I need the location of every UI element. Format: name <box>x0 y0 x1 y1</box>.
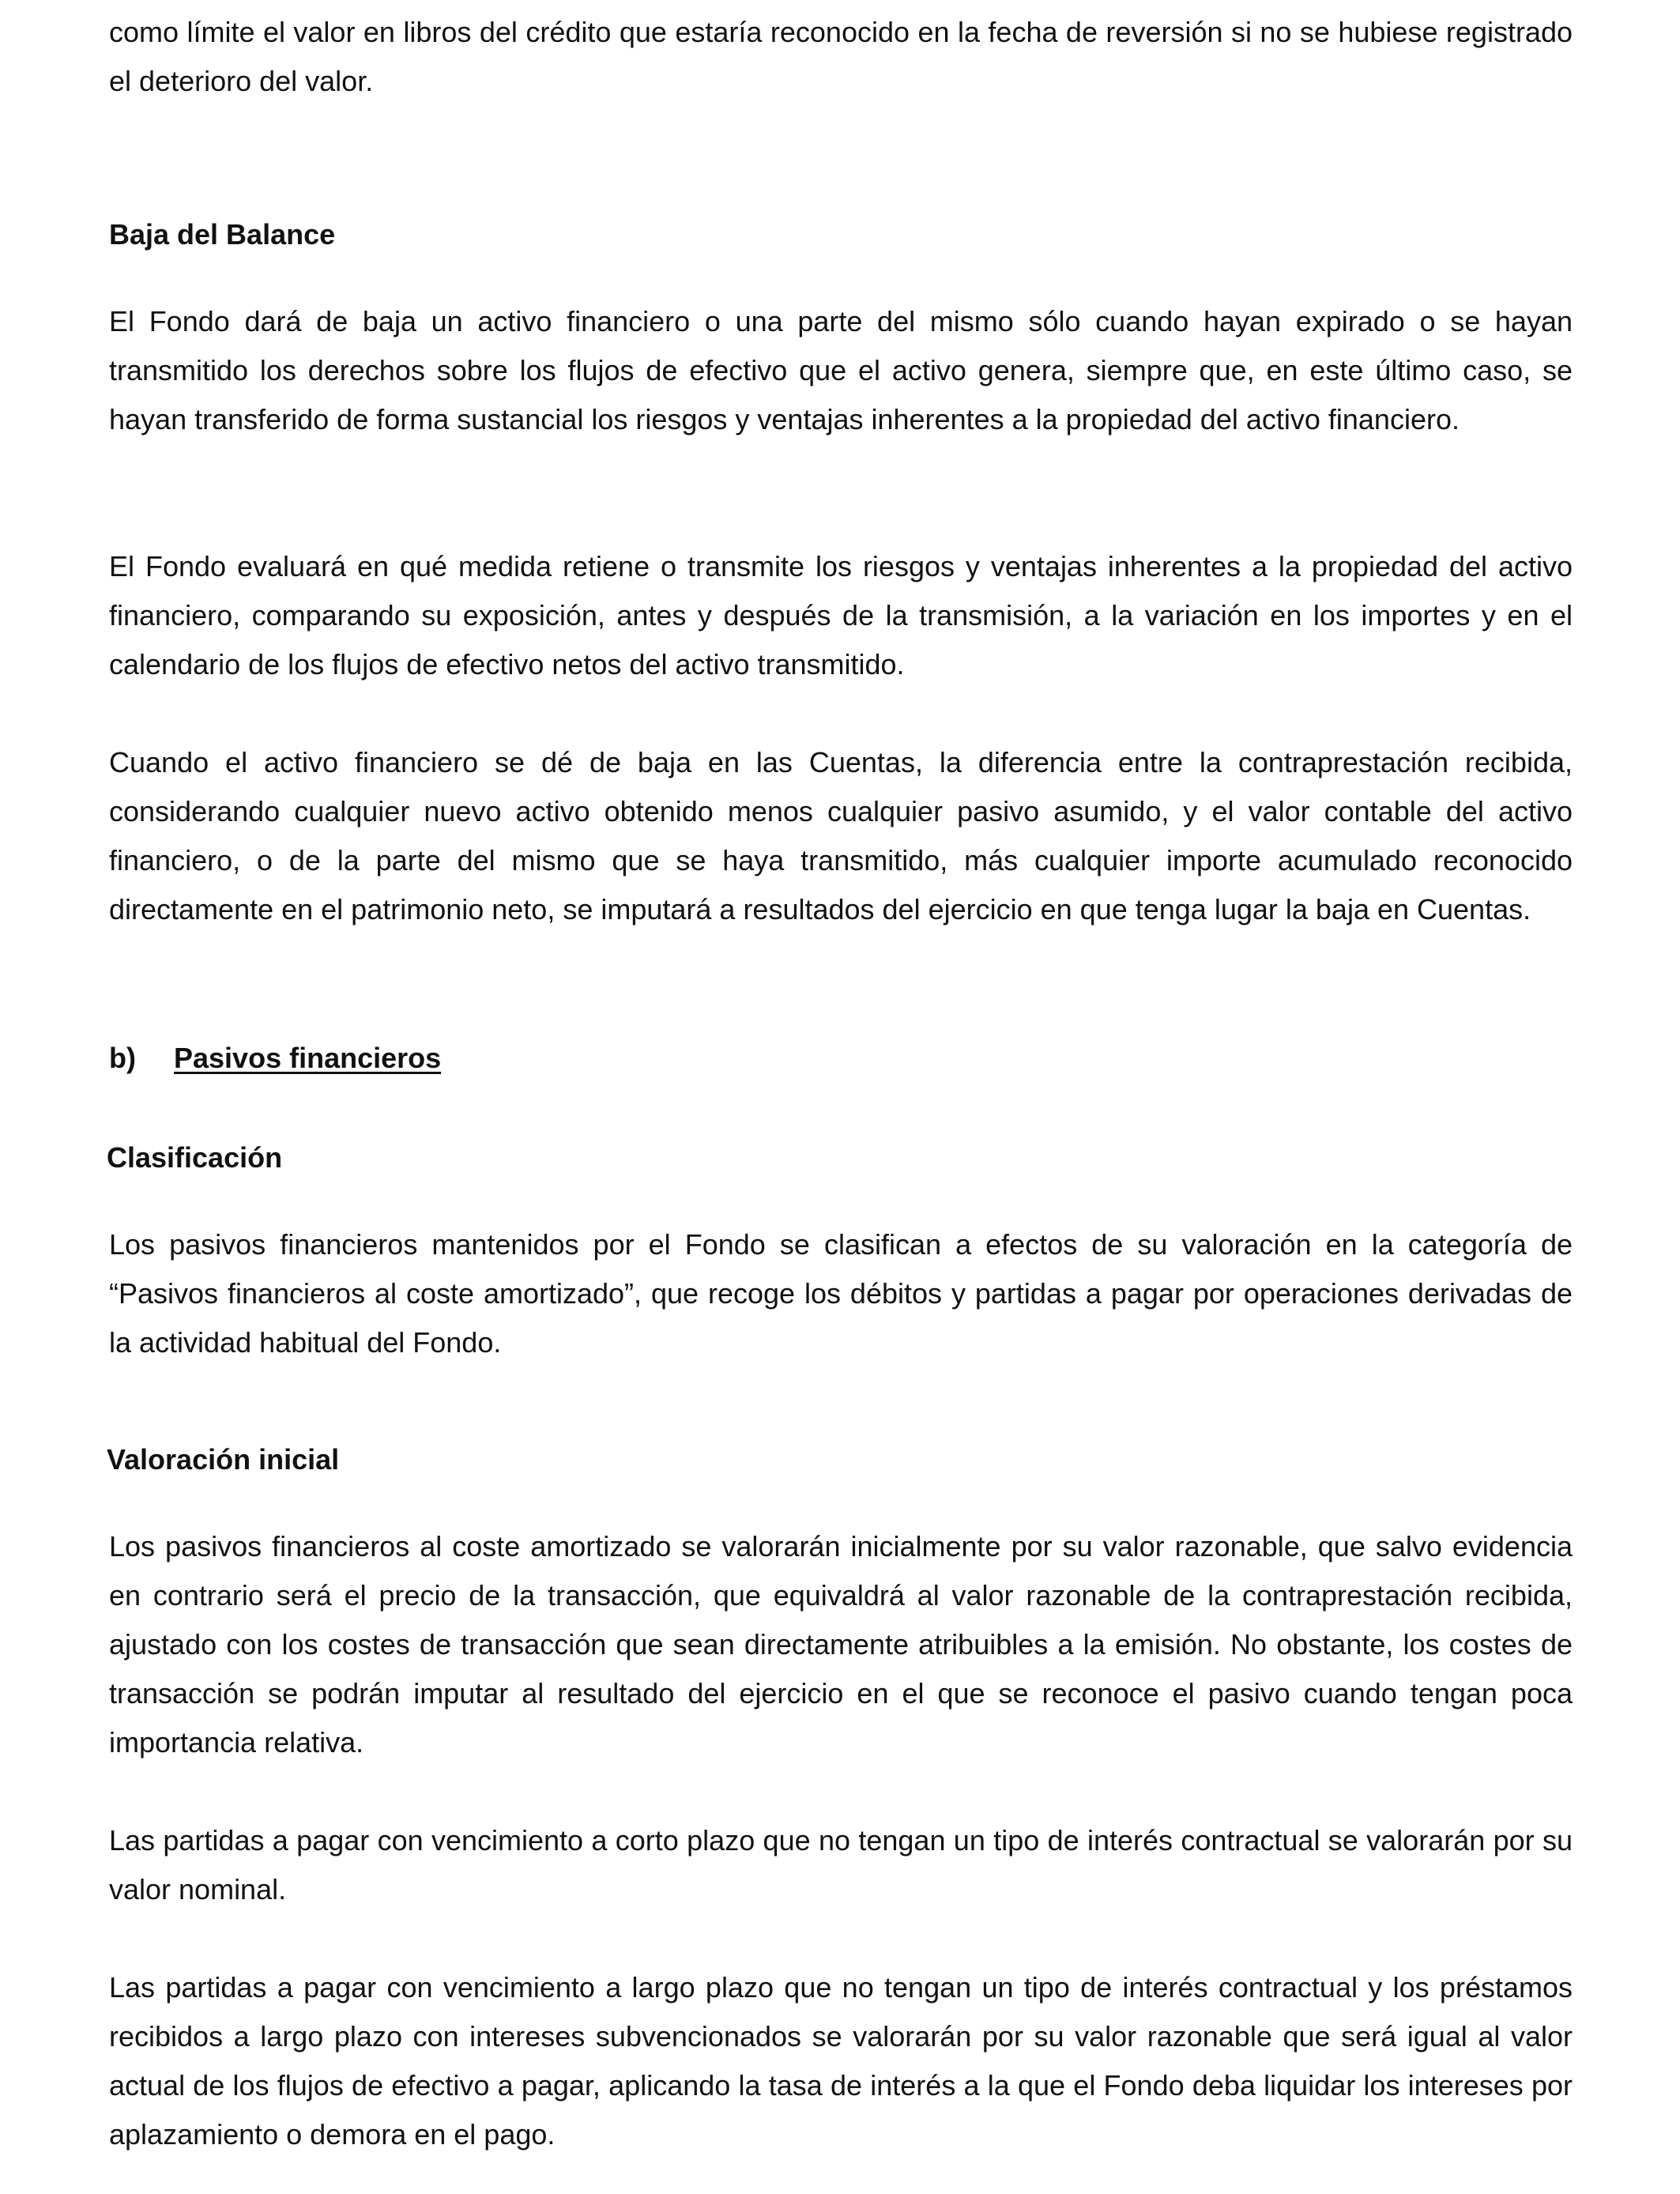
section-b-title: Pasivos financieros <box>174 1042 442 1074</box>
paragraph-baja-1: El Fondo dará de baja un activo financiero o una parte del mismo sólo cuando hayan expirado o se hayan transmitido los derechos sobre los flujos de efectivo que el activo genera, siempre que, en este último caso, se hayan transferido de forma sustancial los riesgos y ventajas inherentes a la propiedad del activo financiero. <box>109 305 1573 435</box>
heading-clasificacion: Clasificación <box>107 1141 283 1174</box>
paragraph-baja-2: El Fondo evaluará en qué medida retiene o transmite los riesgos y ventajas inherentes a la propiedad del activo financiero, comparando su exposición, antes y después de la transmisión, a la variación en los importes y en el calendario de los flujos de efectivo netos del activo transmitido. <box>109 550 1573 680</box>
heading-baja-del-balance: Baja del Balance <box>109 218 336 251</box>
paragraph-intro-continuation: como límite el valor en libros del crédito que estaría reconocido en la fecha de reversión si no se hubiese registrado el deterioro del valor. <box>109 16 1573 97</box>
section-b-heading <box>109 1034 441 1083</box>
paragraph-baja-3: Cuando el activo financiero se dé de baja en las Cuentas, la diferencia entre la contraprestación recibida, considerando cualquier nuevo activo obtenido menos cualquier pasivo asumido, y el valor contable del activo financiero, o de la parte del mismo que se haya transmitido, más cualquier importe acumulado reconocido directamente en el patrimonio neto, se imputará a resultados del ejercicio en que tenga lugar la baja en Cuentas. <box>109 746 1573 925</box>
section-b-letter: b) <box>109 1042 136 1074</box>
paragraph-clasificacion: Los pasivos financieros mantenidos por el Fondo se clasifican a efectos de su valoración en la categoría de “Pasivos financieros al coste amortizado”, que recoge los débitos y partidas a pagar por operaciones derivadas de la actividad habitual del Fondo. <box>109 1228 1573 1359</box>
heading-valoracion-inicial: Valoración inicial <box>107 1443 340 1476</box>
paragraph-valoracion-3: Las partidas a pagar con vencimiento a largo plazo que no tengan un tipo de interés contractual y los préstamos recibidos a largo plazo con intereses subvencionados se valorarán por su valor razonable que será igual al valor actual de los flujos de efectivo a pagar, aplicando la tasa de interés a la que el Fondo deba liquidar los intereses por aplazamiento o demora en el pago. <box>109 1971 1573 2151</box>
paragraph-valoracion-1: Los pasivos financieros al coste amortizado se valorarán inicialmente por su valor razonable, que salvo evidencia en contrario será el precio de la transacción, que equivaldrá al valor razonable de la contraprestación recibida, ajustado con los costes de transacción que sean directamente atribuibles a la emisión. No obstante, los costes de transacción se podrán imputar al resultado del ejercicio en el que se reconoce el pasivo cuando tengan poca importancia relativa. <box>109 1530 1573 1759</box>
paragraph-valoracion-2: Las partidas a pagar con vencimiento a corto plazo que no tengan un tipo de interés contractual se valorarán por su valor nominal. <box>109 1824 1573 1906</box>
